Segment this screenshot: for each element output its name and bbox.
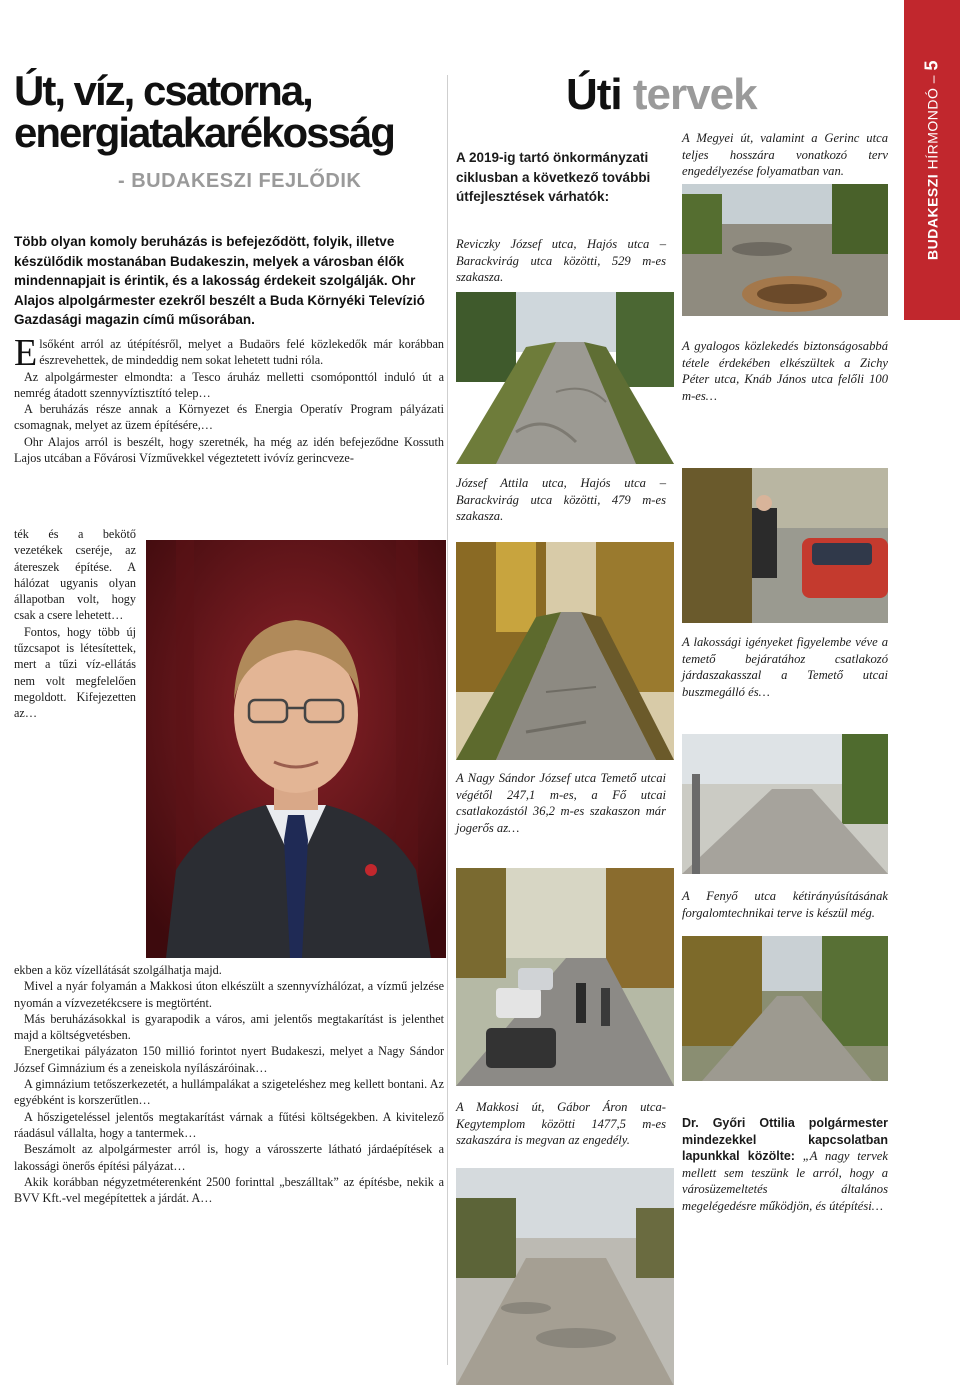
page-number: 5: [921, 60, 942, 71]
caption-jozsef-attila: József Attila utca, Hajós utca – Barackvirág utca közötti, 479 m-es szakasza.: [456, 476, 666, 523]
column-divider: [447, 75, 448, 1365]
paragraph-1: Elsőként arról az útépítésről, melyet a Budaörs felé közlekedők már korábban észrevehettek, de mindeddig nem sokat lehetett tudni róla.: [14, 332, 444, 374]
section-title: [566, 68, 757, 122]
paragraph-4-continued: ték és a bekötő vezetékek cseréje, az átereszek építése. A hálózat ugyanis olyan állapotban volt, hogy csak a csere lehetett…: [14, 527, 136, 623]
photo-reviczky-street: [456, 292, 674, 464]
portrait-illustration: [146, 540, 446, 958]
paragraph-6: Mivel a nyár folyamán a Makkosi úton elkészült a szennyvízhálózat, a vízmű jelzése nyomán a vízvezetékcsere is megtörtént.: [14, 979, 444, 1010]
section-title-word-1: Úti: [566, 70, 622, 119]
caption-nagy-sandor: A Nagy Sándor József utca Temető utcai végétől 247,1 m-es, a Fő utcai csatlakozástól 36,2 m-es szakaszon már jogerős az…: [456, 771, 666, 835]
paragraph-3: A beruházás része annak a Környezet és Energia Operatív Program pályázati csomagnak, melyet az üzem építésére,…: [14, 402, 444, 433]
drop-cap: E: [14, 332, 38, 374]
photo-temeto-street: [682, 734, 888, 874]
road-photo-3: [456, 868, 674, 1086]
page-side-tab: [904, 0, 960, 320]
caption-makkosi: A Makkosi út, Gábor Áron utca-Kegytemplom közötti 1477,5 m-es szakaszára is megvan az engedély.: [456, 1100, 666, 1147]
paragraph-8: Energetikai pályázaton 150 millió forintot nyert Budakeszi, melyet a Nagy Sándor József Gimnázium és a zeneiskola nyílászáróinak…: [14, 1044, 444, 1075]
caption-temeto: A lakossági igényeket figyelembe véve a temető bejáratához csatlakozó járdaszakasszal a Temető utcai buszmegálló és…: [682, 635, 888, 699]
mayor-quote: [682, 1115, 888, 1214]
paragraph-5-end: ekben a köz vízellátását szolgálhatja majd.: [14, 963, 222, 977]
paragraph-4-start: Ohr Alajos arról is beszélt, hogy szeretnék, ha még az idén befejeződne Kossuth Lajos utcában a Fővárosi Vízművekkel végeztetett ivóvíz gerincveze-: [14, 434, 444, 466]
section-title-word-2: tervek: [632, 70, 757, 119]
paragraph-7: Más beruházásokkal is gyarapodik a város, ami jelentős megtakarítást is jelenthet majd a költségvetésben.: [14, 1011, 444, 1043]
mayor-quote-name: Dr. Győri Ottilia polgármester mindezekkel kapcsolatban lapunkkal közölte:: [682, 1116, 888, 1163]
road-photo-2: [456, 542, 674, 760]
article-lead: Több olyan komoly beruházás is befejeződött, folyik, illetve készülődik mostanában Budakeszin, melyek a városban élők mindennapjait is érintik, és a lakosság érdekeit szolgálják. Ohr Alajos alpolgármester ezekről beszélt a Buda Környéki Televízió Gazdasági magazin című műsorában.: [14, 234, 425, 327]
article-headline: [14, 67, 444, 156]
photo-makkosi-street: [456, 868, 674, 1086]
paragraph-5: Fontos, hogy több új tűzcsapot is létesítettek, mert a tűzi víz-ellátás nem volt megfelelően megoldott. Kifejezetten az…: [14, 624, 136, 721]
brand-regular: HÍRMONDÓ: [924, 87, 941, 170]
side-tab-label: BUDAKESZI HÍRMONDÓ – 5: [921, 60, 942, 260]
mayor-quote-text: „A nagy tervek mellett sem teszünk le arról, hogy a városüzemeltetés általános megelégedésre működjön, és útépítési…: [682, 1149, 888, 1213]
paragraph-12: Akik korábban négyzetméterenként 2500 forinttal „beszálltak” az építésbe, nekik a BVV Kft.-vel megépítettek a járdát. A…: [14, 1174, 444, 1206]
paragraph-9: A gimnázium tetőszerkezetét, a hullámpalákat a szigeteléshez meg kellett bontani. Az egyébként is korszerűtlen…: [14, 1077, 444, 1108]
photo-gabor-aron-street: [456, 1168, 674, 1385]
photo-megyei-ut: [682, 184, 888, 316]
article-kicker: - BUDAKESZI FEJLŐDIK: [118, 170, 362, 192]
headline-line-2: energiatakarékosság: [14, 109, 394, 156]
road-photo-1: [456, 292, 674, 464]
road-photo-7: [682, 734, 888, 874]
road-photo-6: [682, 468, 888, 623]
caption-fenyo: A Fenyő utca kétirányúsításának forgalomtechnikai terve is készül még.: [682, 889, 888, 920]
road-photo-8: [682, 936, 888, 1081]
brand-bold: BUDAKESZI: [924, 173, 941, 260]
portrait-photo: [146, 540, 446, 958]
caption-reviczky: Reviczky József utca, Hajós utca – Barackvirág utca közötti, 529 m-es szakasza.: [456, 237, 666, 284]
photo-jozsef-attila-street: [456, 542, 674, 760]
paragraph-11: Beszámolt az alpolgármester arról is, hogy a városszerte látható járdaépítések a lakossági önerős építési pályázat…: [14, 1142, 444, 1173]
article-body-narrow: [14, 526, 136, 722]
paragraph-10: A hőszigeteléssel jelentős megtakarítást várnak a fűtési költségekben. A kivitelező ráadásul vállalta, hogy a tantermek…: [14, 1109, 444, 1140]
photo-zichy-street: [682, 468, 888, 623]
article-body-bottom: [14, 962, 444, 1206]
headline-line-1: Út, víz, csatorna,: [14, 67, 312, 114]
section-intro: A 2019-ig tartó önkormányzati ciklusban a következő további útfejlesztések várhatók:: [456, 150, 651, 204]
photo-fenyo-street: [682, 936, 888, 1081]
caption-zichy: A gyalogos közlekedés biztonságosabbá tétele érdekében elkészültek a Zichy Péter utca, Knáb János utca felőli 100 m-es…: [682, 339, 888, 403]
article-body-top: [14, 332, 444, 466]
caption-megyei-ut: A Megyei út, valamint a Gerinc utca teljes hosszára vonatkozó terv engedélyezése folyamatban van.: [682, 131, 888, 178]
road-photo-4: [456, 1168, 674, 1385]
paragraph-2: Az alpolgármester elmondta: a Tesco áruház melletti csomóponttól induló út a nemrég átadott szennyvíztisztító telep…: [14, 369, 444, 400]
road-photo-5: [682, 184, 888, 316]
